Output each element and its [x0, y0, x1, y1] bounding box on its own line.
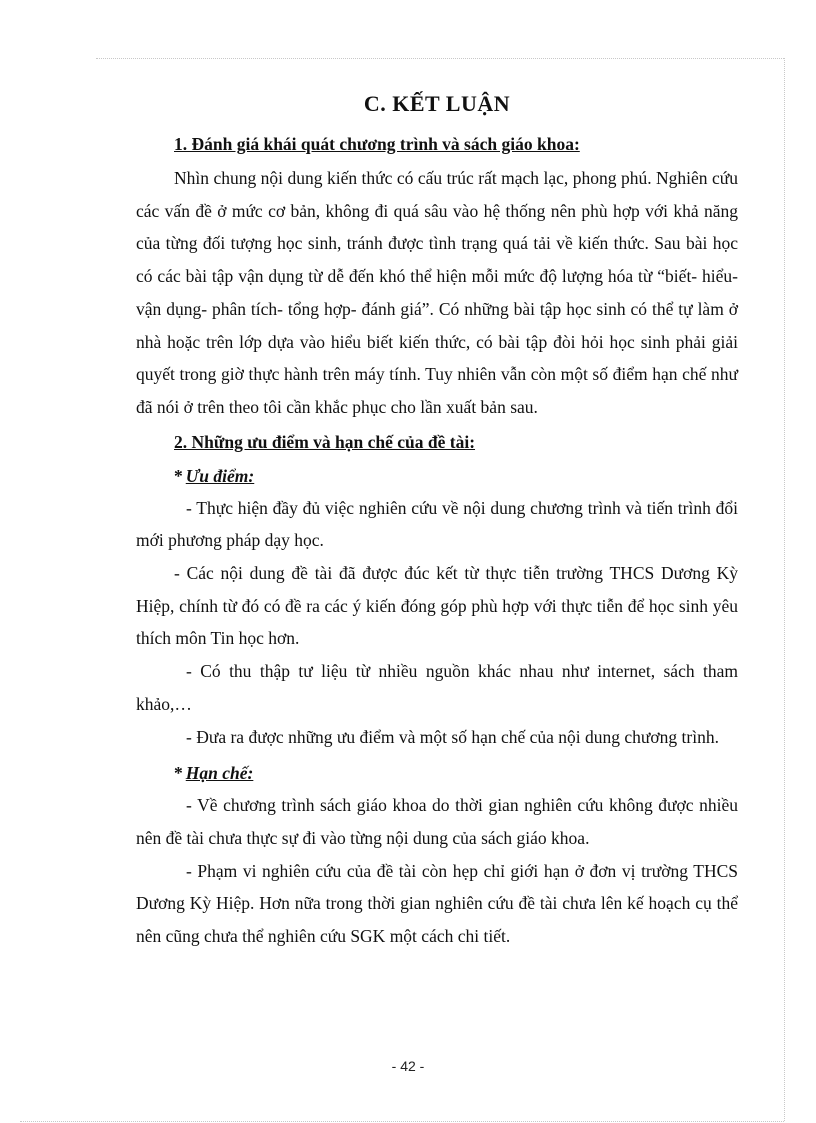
section-1-paragraph: Nhìn chung nội dung kiến thức có cấu trúc rất mạch lạc, phong phú. Nghiên cứu các vấn đề ở mức cơ bản, không đi quá sâu vào hệ thống nên phù hợp với khả năng của từng đối tượng học sinh, tránh được tình trạng quá tải về kiến thức. Sau bài học có các bài tập vận dụng từ dễ đến khó thể hiện mỗi mức độ lượng hóa từ “biết- hiểu- vận dụng- phân tích- tổng hợp- đánh giá”. Có những bài tập học sinh có thể tự làm ở nhà hoặc trên lớp dựa vào hiểu biết kiến thức, có bài tập đòi hỏi học sinh phải giải quyết trong giờ thực hành trên máy tính. Tuy nhiên vẫn còn một số điểm hạn chế như đã nói ở trên theo tôi cần khắc phục cho lần xuất bản sau. [136, 168, 738, 417]
advantage-item: - Có thu thập tư liệu từ nhiều nguồn khác nhau như internet, sách tham khảo,… [136, 661, 738, 714]
page-number: - 42 - [391, 1058, 425, 1074]
page-border-top [96, 58, 784, 59]
section-2-heading: 2. Những ưu điểm và hạn chế của đề tài: [174, 431, 476, 452]
limitation-item: - Về chương trình sách giáo khoa do thời gian nghiên cứu không được nhiều nên đề tài chưa thực sự đi vào từng nội dung của sách giáo khoa. [136, 795, 738, 848]
advantage-item: - Thực hiện đầy đủ việc nghiên cứu về nội dung chương trình và tiến trình đổi mới phương pháp dạy học. [136, 497, 738, 551]
page-border-bottom [20, 1121, 784, 1122]
star-bullet-icon: * [174, 465, 183, 486]
section-1-heading: 1. Đánh giá khái quát chương trình và sách giáo khoa: [174, 134, 580, 154]
document-body [136, 90, 738, 953]
limitations-heading [136, 757, 738, 789]
advantage-item: - Đưa ra được những ưu điểm và một số hạn chế của nội dung chương trình. [186, 726, 719, 747]
advantage-item: - Các nội dung đề tài đã được đúc kết từ thực tiễn trường THCS Dương Kỳ Hiệp, chính từ đó có đề ra các ý kiến đóng góp phù hợp với thực tiễn để học sinh yêu thích môn Tin học hơn. [136, 563, 738, 649]
limitations-heading-text: Hạn chế: [185, 763, 254, 784]
advantages-heading-text: Ưu điểm: [185, 465, 255, 486]
page-title: C. KẾT LUẬN [363, 91, 511, 116]
advantages-heading [136, 460, 738, 492]
star-bullet-icon: * [174, 763, 183, 784]
limitation-item: - Phạm vi nghiên cứu của đề tài còn hẹp chỉ giới hạn ở đơn vị trường THCS Dương Kỳ Hiệp. Hơn nữa trong thời gian nghiên cứu đề tài chưa lên kế hoạch cụ thể nên cũng chưa thể nghiên cứu SGK một cách chi tiết. [136, 860, 738, 947]
page-border-right [784, 58, 785, 1121]
